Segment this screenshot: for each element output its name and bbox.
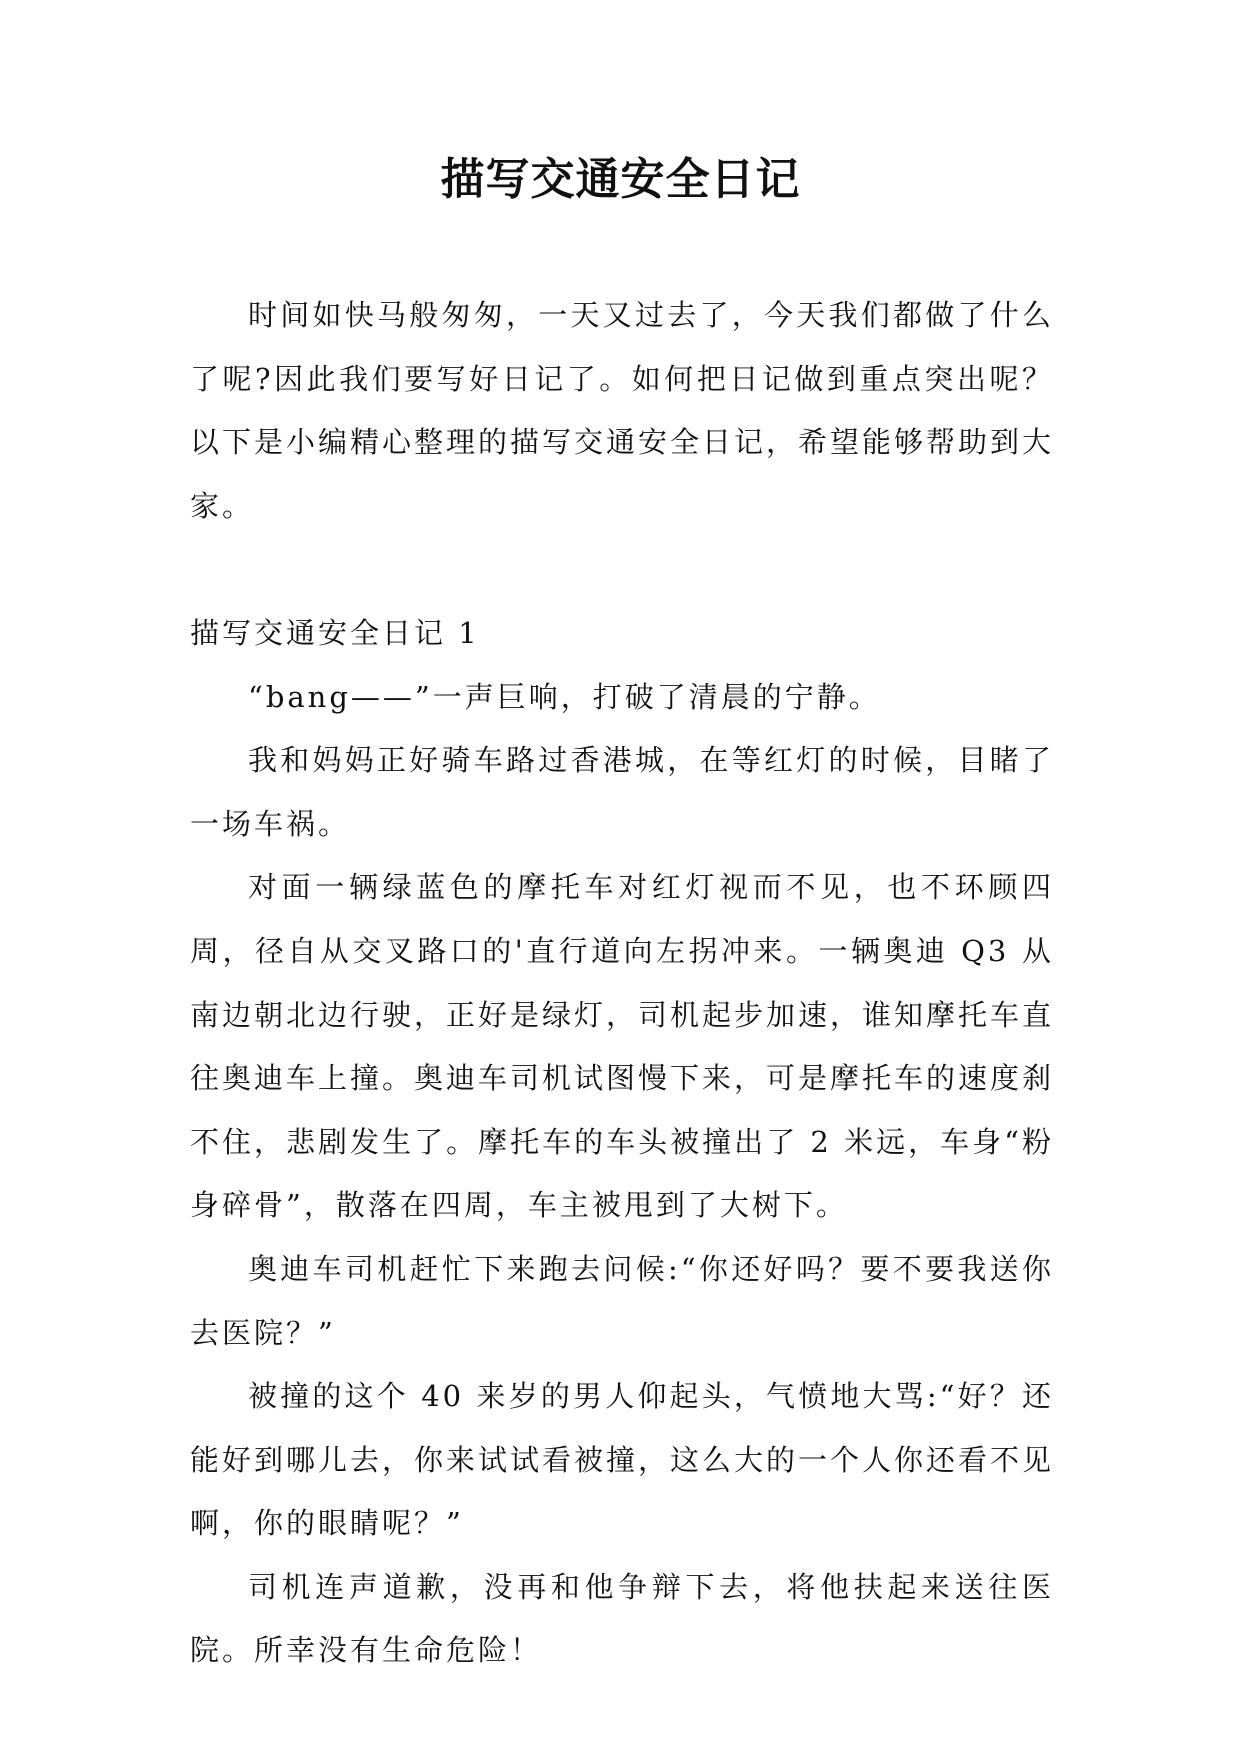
body-paragraph: 我和妈妈正好骑车路过香港城，在等红灯的时候，目睹了一场车祸。 [190, 743, 1054, 841]
body-paragraph: 对面一辆绿蓝色的摩托车对红灯视而不见，也不环顾四周，径自从交叉路口的'直行道向左拐冲来。一辆奥迪 Q3 从南边朝北边行驶，正好是绿灯，司机起步加速，谁知摩托车直往奥迪车上撞。奥迪车司机试图慢下来，可是摩托车的速度刹不住，悲剧发生了。摩托车的车头被撞出了 2 米远，车身“粉身碎骨”，散落在四周，车主被甩到了大树下。 [190, 870, 1055, 1223]
paragraph-spacer [190, 538, 1054, 602]
body-paragraph: “bang——”一声巨响，打破了清晨的宁静。 [248, 679, 881, 714]
section-heading: 描写交通安全日记 1 [190, 615, 480, 650]
intro-paragraph: 时间如快马般匆匆，一天又过去了，今天我们都做了什么了呢?因此我们要写好日记了。如何把日记做到重点突出呢？以下是小编精心整理的描写交通安全日记，希望能够帮助到大家。 [190, 298, 1055, 523]
document-title: 描写交通安全日记 [440, 154, 801, 205]
body-paragraph: 奥迪车司机赶忙下来跑去问候:“你还好吗？要不要我送你去医院？” [190, 1251, 1054, 1350]
body-paragraph: 被撞的这个 40 来岁的男人仰起头，气愤地大骂:“好？还能好到哪儿去，你来试试看被撞，这么大的一个人你还看不见啊，你的眼睛呢？” [190, 1379, 1055, 1541]
document-body [190, 284, 1054, 1683]
body-paragraph: 司机连声道歉，没再和他争辩下去，将他扶起来送往医院。所幸没有生命危险！ [190, 1569, 1054, 1668]
